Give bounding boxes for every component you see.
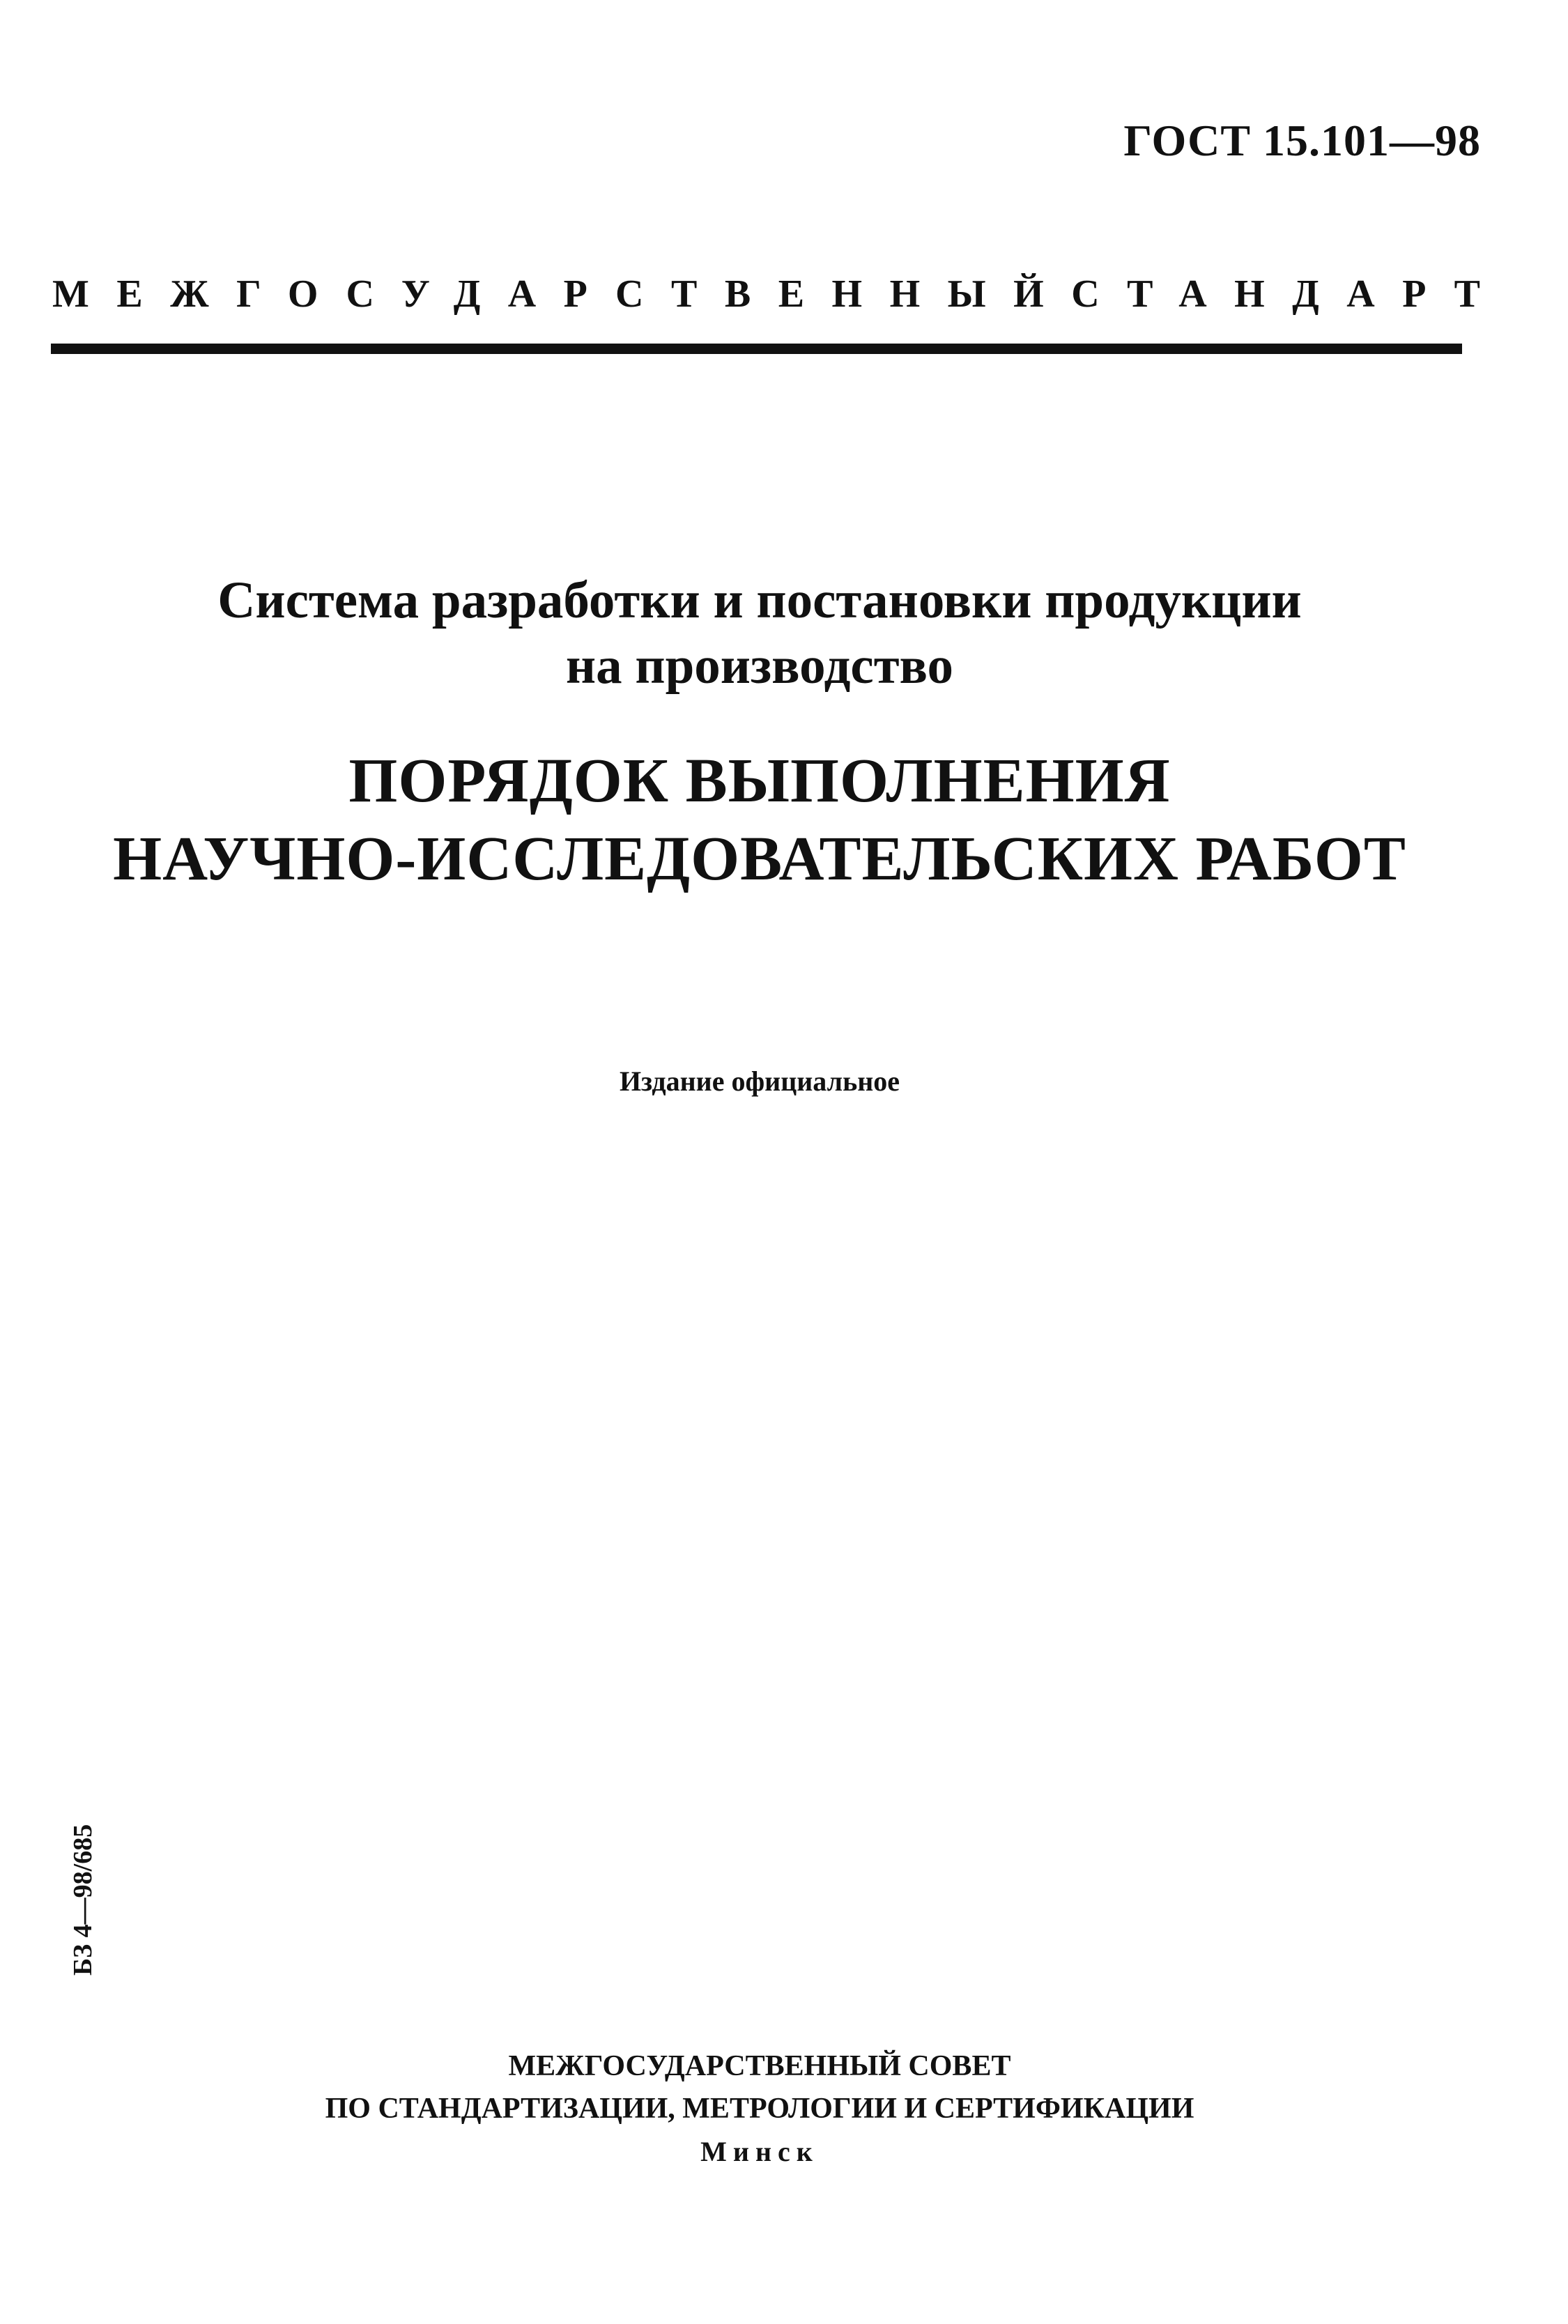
system-title-line-2: на производство xyxy=(565,637,954,695)
publisher-line-2: ПО СТАНДАРТИЗАЦИИ, МЕТРОЛОГИИ И СЕРТИФИКАЦИИ xyxy=(325,2093,1194,2125)
header-word-standard: СТАНДАРТ xyxy=(1071,272,1508,316)
publisher-block xyxy=(0,2045,1519,2173)
main-title-line-1: ПОРЯДОК ВЫПОЛНЕНИЯ xyxy=(348,746,1171,815)
system-title-line-1: Система разработки и постановки продукции xyxy=(217,571,1302,629)
header-divider xyxy=(51,344,1462,354)
publisher-city: Минск xyxy=(700,2136,819,2167)
system-title xyxy=(0,568,1519,699)
main-title xyxy=(0,742,1519,898)
edition-label: Издание официальное xyxy=(619,1065,900,1097)
standard-type-header xyxy=(52,272,1508,316)
side-catalog-code: БЗ 4—98/685 xyxy=(68,1824,98,1976)
header-word-interstate: МЕЖГОСУДАРСТВЕННЫЙ xyxy=(52,272,1072,316)
standard-number: ГОСТ 15.101—98 xyxy=(1123,116,1481,165)
publisher-line-1: МЕЖГОСУДАРСТВЕННЫЙ СОВЕТ xyxy=(508,2050,1011,2082)
main-title-line-2: НАУЧНО-ИССЛЕДОВАТЕЛЬСКИХ РАБОТ xyxy=(113,824,1406,893)
